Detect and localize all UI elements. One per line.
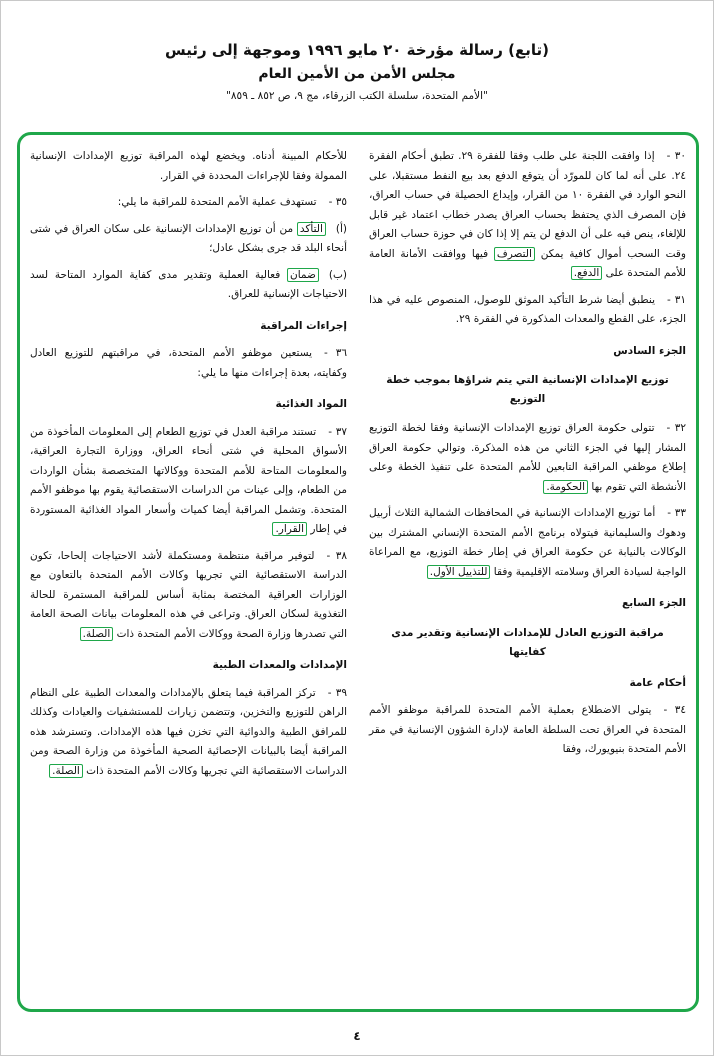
paragraph	[30, 344, 347, 383]
column-left	[30, 147, 347, 1001]
paragraph	[30, 266, 347, 305]
paragraph-number: ٣٨ -	[326, 549, 347, 562]
section-heading	[30, 317, 347, 337]
paragraph-number: (أ)	[335, 222, 347, 235]
column-right	[369, 147, 686, 1001]
paragraph	[369, 291, 686, 330]
paragraph	[369, 147, 686, 284]
paragraph-text: التأكد من أن توزيع الإمدادات الإنسانية على سكان العراق في شتى أنحاء البلد قد جرى بشكل عادل؛	[30, 222, 347, 254]
heading-text: الجزء السابع	[622, 597, 686, 609]
highlight-box: الصلة.	[49, 764, 83, 778]
text-columns	[30, 147, 686, 1001]
section-heading	[383, 371, 672, 409]
heading-text: توزيع الإمدادات الإنسانية التي يتم شراؤها بموجب خطة التوزيع	[386, 374, 669, 405]
section-heading	[30, 656, 347, 676]
paragraph-number: ٣٩ -	[327, 686, 347, 699]
paragraph	[30, 684, 347, 782]
paragraph	[30, 220, 347, 259]
paragraph	[30, 547, 347, 645]
header-source-line: "الأمم المتحدة، سلسلة الكتب الزرقاء، مج ٩، ص ٨٥٢ ـ ٨٥٩"	[226, 90, 488, 102]
page-number: ٤	[353, 1029, 361, 1043]
paragraph-number: ٣٢ -	[666, 422, 686, 434]
highlight-box: التصرف	[494, 247, 535, 261]
paragraph-text: ضمان فعالية العملية وتقدير مدى كفاية الموارد المتاحة لسد الاحتياجات الإنسانية للعراق.	[30, 268, 347, 300]
paragraph-text: أما توزيع الإمدادات الإنسانية في المحافظات الشمالية الثلاث أربيل ودهوك والسليمانية فيتولاه برنامج الأمم المتحدة الإنساني المشترك بين الوكالات بالنيابة عن حكومة العراق في إطار خطة التوزيع، مع المراعاة الواجبة لسيادة العراق وسلامته الإقليمية وفقا للتذييل الأول.	[369, 507, 686, 578]
heading-text: المواد الغذائية	[275, 398, 347, 410]
paragraph-number: ٣١ -	[667, 293, 686, 306]
paragraph	[369, 504, 686, 582]
paragraph	[30, 193, 347, 213]
section-heading	[369, 674, 686, 694]
highlight-box: الدفع.	[571, 266, 603, 280]
paragraph-text: إذا وافقت اللجنة على طلب وفقا للفقرة ٢٩. تطبق أحكام الفقرة ٢٤. على أنه لما كان للمورّد أن يتوقع الدفع بعد بيع النفط مستقبلا، على النحو الوارد في الفقرة ١٠ من القرار، وإيداع الحصيلة في حساب العراق، فإن المصرف الذي يحتفظ بحساب العراق يصدر خطاب اعتماد غير قابل للإلغاء، ينص فيه على أن الدفع لن يتم إلا إذا كان في حوزة حساب العراق وقت السحب أموال كافية يمكن التصرف فيها ووافقت الأمانة العامة للأمم المتحدة على الدفع.	[369, 150, 686, 279]
heading-text: إجراءات المراقبة	[260, 319, 347, 332]
paragraph-text: تستند مراقبة العدل في توزيع الطعام إلى المعلومات المأخوذة من الأسواق المحلية في شتى أنحاء العراق، ووزارة التجارة العراقية، والمعلومات المتاحة للأمم المتحدة ووكالاتها المتخصصة بشأن الواردات من الطعام، وإلى عينات من الدراسات الاستقصائية يقوم بها موظفو الأمم المتحدة. وتشمل المراقبة أيضا كميات وأسعار المواد الغذائية المستوردة في إطار القرار.	[30, 425, 347, 535]
paragraph-number: ٣٥ -	[328, 196, 347, 208]
annotation-border-box	[17, 132, 699, 1012]
section-heading	[369, 594, 686, 614]
highlight-box: ضمان	[287, 268, 319, 282]
paragraph-text: يستعين موظفو الأمم المتحدة، في مراقبتهم للتوزيع العادل وكفايته، بعدة إجراءات منها ما يلي:	[30, 347, 347, 379]
section-heading	[383, 624, 672, 662]
heading-text: مراقبة التوزيع العادل للإمدادات الإنسانية وتقدير مدى كفايتها	[391, 626, 664, 658]
paragraph-number: ٣٧ -	[328, 425, 347, 438]
paragraph	[369, 701, 686, 760]
paragraph-text: يتولى الاضطلاع بعملية الأمم المتحدة للمراقبة موظفو الأمم المتحدة في العراق تحت السلطة العامة لإدارة الشؤون الإنسانية في مقر الأمم المتحدة بنيويورك، وفقا	[369, 704, 686, 755]
paragraph-text: تستهدف عملية الأمم المتحدة للمراقبة ما يلي:	[117, 196, 317, 208]
highlight-box: الحكومة.	[543, 480, 588, 494]
paragraph	[369, 419, 686, 497]
highlight-box: التأكد	[297, 222, 326, 236]
paragraph-number: ٣٠ -	[666, 150, 686, 162]
header-title-line1: (تابع) رسالة مؤرخة ٢٠ مايو ١٩٩٦ وموجهة إلى رئيس	[165, 41, 549, 59]
paragraph	[30, 147, 347, 186]
paragraph-number: ٣٣ -	[667, 507, 686, 519]
paragraph-text: لتوفير مراقبة منتظمة ومستكملة لأشد الاحتياجات إلحاحا، تكون الدراسة الاستقصائية التي تجريها وكالات الأمم المتحدة بالتعاون مع الوزارات العراقية المختصة بمثابة أساس للمراقبة المستمرة للحالة التغذوية لسكان العراق. وتراعى في هذه المعلومات بيانات الصحة العامة التي تصدرها وزارة الصحة ووكالات الأمم المتحدة ذات الصلة.	[30, 549, 347, 640]
paragraph-number: ٣٤ -	[663, 704, 686, 716]
highlight-box: الصلة.	[80, 627, 114, 641]
paragraph-number: ٣٦ -	[324, 347, 347, 359]
heading-text: الإمدادات والمعدات الطبية	[212, 659, 347, 671]
section-heading	[369, 342, 686, 362]
paragraph-text: تتولى حكومة العراق توزيع الإمدادات الإنسانية وفقا لخطة التوزيع المشار إليها في الجزء الثاني من هذه المذكرة. وتوالي حكومة العراق إطلاع موظفي المراقبة التابعين للأمم المتحدة على تنفيذ الخطة وعلى الأنشطة التي تقوم بها الحكومة.	[369, 422, 686, 493]
highlight-box: القرار.	[272, 522, 307, 536]
paragraph-text: ينطبق أيضا شرط التأكيد الموثق للوصول، المنصوص عليه في هذا الجزء، على القطع والمعدات المذكورة في الفقرة ٢٩.	[369, 293, 686, 325]
header-title-line2: مجلس الأمن من الأمين العام	[258, 66, 456, 82]
highlight-box: للتذييل الأول.	[427, 565, 491, 579]
heading-text: أحكام عامة	[629, 676, 686, 689]
paragraph	[30, 423, 347, 540]
document-header	[1, 1, 713, 102]
paragraph-text: للأحكام المبينة أدناه. ويخضع لهذه المراقبة توزيع الإمدادات الإنسانية الممولة وفقا للإجراءات المحددة في القرار.	[30, 150, 347, 182]
paragraph-text: تركز المراقبة فيما يتعلق بالإمدادات والمعدات الطبية على النظام الراهن للتوزيع والتخزين، وتتضمن زيارات للمستشفيات والعيادات وكذلك للمرافق الطبية والدوائية التي تخزن فيها هذه الإمدادات. وتسترشد هذه المراقبة أيضا بالبيانات الإحصائية الصحية المأخوذة من وزارة الصحة ومن الدراسات الاستقصائية التي تجريها وكالات الأمم المتحدة ذات الصلة.	[30, 686, 347, 777]
section-heading	[30, 395, 347, 415]
paragraph-number: (ب)	[328, 268, 347, 281]
heading-text: الجزء السادس	[613, 344, 686, 357]
